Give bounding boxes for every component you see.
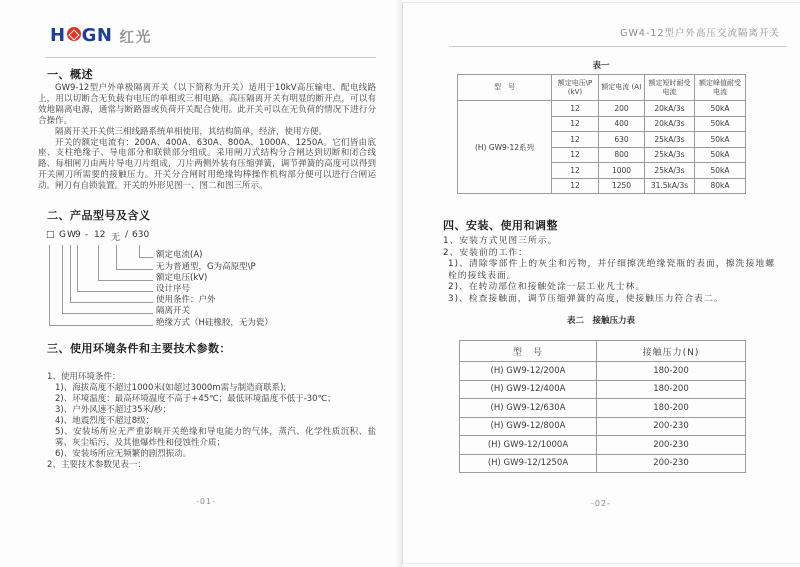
table-cell: 12 <box>552 163 599 179</box>
table-header-cell: 型 号 <box>458 75 552 101</box>
paragraph: GW9-12型户外单极隔离开关（以下简称为开关）适用于10kV高压输电、配电线路上，用以切断合无负载有电压的单相或三相电路。高压隔离开关有明显的断开点，可以有效地隔离电源，通常与断路器或负荷开关配合使用。此开关可以在无负荷的情况下进行分合操作。 <box>38 83 376 126</box>
table-header-cell: 额定电压\P (kV) <box>552 75 599 101</box>
model-code-part: 无 <box>111 233 121 243</box>
model-code-part: W <box>67 230 76 240</box>
table-header-cell: 额定峰值耐受电流 <box>695 75 746 101</box>
table-cell: (H) GW9-12/200A <box>460 362 597 381</box>
table-cell: (H) GW9-12/800A <box>460 417 597 436</box>
table-row <box>460 454 746 473</box>
paragraph: 隔离开关开关供三相线路系统单相使用，其结构简单，经济，使用方便。 <box>55 126 328 137</box>
list-item: 4)、地震烈度不超过8级； <box>55 416 155 426</box>
page-gutter-shadow <box>395 0 402 567</box>
model-code-part: 9 <box>75 230 81 240</box>
model-code-part: 630 <box>132 230 150 240</box>
installation-step-list <box>443 236 775 306</box>
model-code-part: □ <box>46 230 55 240</box>
table-cell: 12 <box>552 116 599 132</box>
table-cell: 200-230 <box>597 454 746 473</box>
list-item: 2、安装前的工作： <box>443 247 528 258</box>
series-label-cell: (H) GW9-12系列 <box>458 101 552 194</box>
list-item: 3)、检查接触面，调节压缩弹簧的高度，使接触压力符合表二。 <box>448 293 724 304</box>
model-code-diagram <box>0 0 400 340</box>
table-cell: 200-230 <box>597 436 746 455</box>
table-cell: 630 <box>599 132 645 148</box>
model-code-part: 12 <box>94 230 106 240</box>
table-cell: 180-200 <box>597 362 746 381</box>
table-cell: (H) GW9-12/400A <box>460 380 597 399</box>
list-item: 1)、海拔高度不超过1000米(如超过3000m需与制造商联系); <box>55 383 287 393</box>
list-item: 3)、户外风速不超过35米/秒； <box>55 405 171 415</box>
list-item: 5)、安装场所应无严重影响开关绝缘和导电能力的气体，蒸汽、化学性质沉积、盐雾、灰尘垢污、及其他爆炸性和侵蚀性介质； <box>55 427 376 448</box>
list-item: 1、安装方式见图三所示。 <box>443 236 558 246</box>
table-cell: 12 <box>552 132 599 148</box>
model-connector-line <box>49 245 153 326</box>
table-row <box>460 417 746 436</box>
table-cell: (H) GW9-12/630A <box>460 399 597 418</box>
table2-caption: 表二 接触压力表 <box>566 316 635 326</box>
table-header-row <box>460 341 746 362</box>
logo-letter: H <box>50 25 66 46</box>
model-code-meaning: 无为普通型，G为高原型\P <box>156 262 256 272</box>
table-cell: 12 <box>552 147 599 163</box>
model-code-part: / <box>125 230 129 240</box>
header-divider <box>449 46 787 47</box>
model-code-part: G <box>59 230 66 240</box>
table-row <box>460 362 746 381</box>
table-cell: 1250 <box>599 178 645 194</box>
table-cell: 180-200 <box>597 399 746 418</box>
list-item: 2)、环境温度：最高环境温度不高于+45℃；最低环境温度不低于-30℃； <box>55 394 336 404</box>
table-cell: 1000 <box>599 163 645 179</box>
ratings-table <box>457 74 746 194</box>
table-cell: 25kA/3s <box>645 163 695 179</box>
table-cell: 50kA <box>695 147 746 163</box>
table-cell: 180-200 <box>597 380 746 399</box>
table-cell: 50kA <box>695 163 746 179</box>
running-header: GW4-12型户外高压交流隔离开关 <box>620 28 780 39</box>
table-header-cell: 额定电流 (A) <box>599 75 645 101</box>
section-title-installation: 四、安装、使用和调整 <box>443 219 558 232</box>
list-item: 1、使用环境条件： <box>47 372 121 382</box>
table1-caption: 表一 <box>592 61 610 71</box>
section-title-environment: 三、使用环境条件和主要技术参数： <box>47 342 231 355</box>
page-number-left: -01- <box>196 497 216 506</box>
page-number-right: -02- <box>591 499 611 508</box>
model-code-meaning: 隔离开关 <box>156 306 191 316</box>
brand-logo-text-cn: 红光 <box>119 29 153 46</box>
table-cell: 80kA <box>695 178 746 194</box>
page-right <box>402 2 800 564</box>
model-code-meaning: 设计序号 <box>156 284 191 294</box>
table-cell: 200 <box>599 101 645 117</box>
table-cell: 12 <box>552 178 599 194</box>
logo-letter: N <box>96 25 113 46</box>
table-cell: 800 <box>599 147 645 163</box>
model-code-part: - <box>85 230 89 240</box>
table-cell: 25kA/3s <box>645 147 695 163</box>
table-row <box>460 380 746 399</box>
table-cell: 400 <box>599 116 645 132</box>
list-item: 1)、清除零部件上的灰尘和污物，并仔细擦洗绝缘瓷瓶的表面，擦洗接地螺栓的接线表面。 <box>448 259 775 281</box>
table-header-cell: 接触压力(N) <box>597 341 746 362</box>
list-item: 2、主要技术参数见表一： <box>47 460 146 470</box>
table-cell: 50kA <box>695 116 746 132</box>
table-header-row <box>458 75 746 101</box>
table-row <box>458 101 746 117</box>
table-cell: 200-230 <box>597 417 746 436</box>
table-cell: 20kA/3s <box>645 116 695 132</box>
table-cell: (H) GW9-12/1000A <box>460 436 597 455</box>
table-cell: 12 <box>552 101 599 117</box>
section-title-overview: 一、概述 <box>47 68 93 81</box>
model-code-meaning: 绝缘方式（H硅橡胶，无为瓷） <box>156 318 273 328</box>
table-row <box>460 436 746 455</box>
table-header-cell: 型 号 <box>460 341 597 362</box>
model-code-meaning: 使用条件：户外 <box>156 295 216 305</box>
list-item: 6)、安装场所应无频繁的剧烈振动。 <box>55 449 192 459</box>
contact-pressure-table <box>459 340 746 473</box>
table-cell: 31.5kA/3s <box>645 178 695 194</box>
table-cell: 50kA <box>695 132 746 148</box>
table-cell: 25kA/3s <box>645 132 695 148</box>
table-cell: 50kA <box>695 101 746 117</box>
logo-letter: G <box>81 25 97 46</box>
table-header-cell: 额定短时耐受电流 <box>645 75 695 101</box>
paragraph: 开关的额定电流有：200A、400A、630A、800A、1000A、1250A。它们皆由底座、支柱绝缘子、导电部分和联锁部分组成。采用闸刀式结构分合闸达到切断和闭合线路、每相闸刀由两片导电刀片组成，刀片两侧外装有压缩弹簧，调节弹簧的高度可以得到开关闸刀所需要的接触压力。开关分合闸时用绝缘钩棒操作机构部分便可以进行合闸运动。闸刀有自锁装置。开关的外形见图一、图二和图三所示。 <box>38 137 376 192</box>
model-code-meaning: 额定电流(A) <box>156 250 203 260</box>
list-item: 2)、在转动部位和接触处涂一层工业凡士林。 <box>448 282 646 293</box>
table-cell: 20kA/3s <box>645 101 695 117</box>
model-code-meaning: 额定电压(kV) <box>156 273 208 283</box>
table-cell: (H) GW9-12/1250A <box>460 454 597 473</box>
environment-condition-list <box>40 372 376 471</box>
table-row <box>460 399 746 418</box>
section-title-model: 二、产品型号及含义 <box>47 209 151 222</box>
